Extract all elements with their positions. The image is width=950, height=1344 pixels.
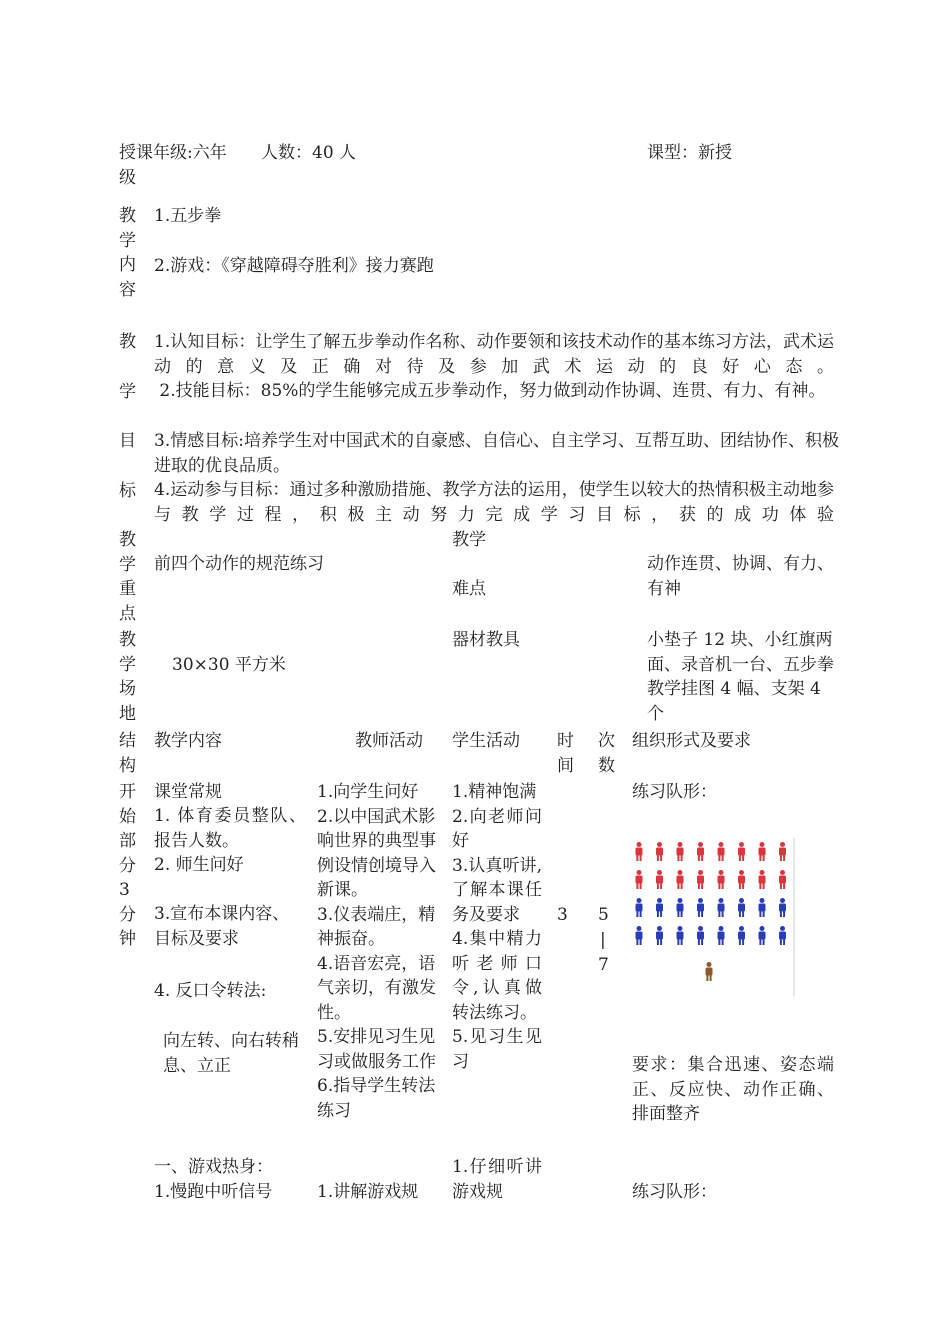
- goals-label-4: 标: [119, 481, 136, 501]
- turn-detail: 向左转、向右转稍息、立正: [163, 1031, 299, 1076]
- col-teacher: 教师活动: [355, 731, 423, 751]
- part1-reps-bottom: 7: [598, 955, 609, 975]
- part1-reps-bar: |: [600, 930, 606, 950]
- venue-label: 教学场地: [119, 630, 136, 724]
- venue-value: 30×30 平方米: [172, 655, 286, 675]
- teacher-activity-3: 3.仪表端庄，精神振奋。: [317, 904, 436, 949]
- lesson-type: 课型：新授: [647, 143, 732, 163]
- part1-time: 3: [557, 905, 568, 925]
- student-activity-3: 3.认真听讲,了解本课任务及要求: [452, 855, 542, 925]
- student-activities: [452, 780, 542, 1074]
- content-label: 教学内容: [119, 206, 136, 300]
- grade-label: 授课年级:六年: [119, 143, 227, 163]
- student-activity-1: 1.精神饱满: [452, 782, 537, 802]
- grade-label-cont: 级: [119, 168, 136, 188]
- part2-item1: 1.慢跑中听信号: [154, 1182, 273, 1202]
- teacher-activity-5: 5.安排见习生见习或做服务工作: [317, 1027, 436, 1072]
- goal-participation: 4.运动参与目标：通过多种激励措施、教学方法的运用，使学生以较大的热情积极主动地参与教学过程，积极主动努力完成学习目标，获的成功体验: [154, 480, 834, 525]
- equipment-value: 小垫子 12 块、小红旗两面、录音机一台、五步拳教学挂图 4 幅、支架 4 个: [647, 630, 834, 724]
- col-content: 教学内容: [154, 731, 222, 751]
- col-structure: 结构: [119, 731, 136, 776]
- difficulty-label: [452, 528, 492, 614]
- teacher-activities: [317, 780, 439, 1123]
- student-activity-2: 2.向老师问好: [452, 806, 542, 851]
- part1-reps-top: 5: [598, 905, 609, 925]
- routine-title: 课堂常规: [154, 782, 222, 802]
- routine-item-2: 2. 师生问好: [154, 855, 244, 875]
- key-points-label: 教学重点: [119, 530, 136, 624]
- teacher-activity-2: 2.以中国武术影响世界的典型事例设情创境导入新课。: [317, 806, 436, 900]
- col-org: 组织形式及要求: [632, 731, 751, 751]
- content-item-1: 1.五步拳: [154, 206, 222, 226]
- part1-structure: 开始部分3分钟: [119, 782, 136, 949]
- goals-label-3: 目: [119, 431, 136, 451]
- difficulty-label-text: 教学难点: [452, 530, 486, 599]
- equipment-label: 器材教具: [452, 630, 520, 650]
- teacher-activity-4: 4.语音宏亮，语气亲切，有激发性。: [317, 953, 436, 1023]
- turn-title: 4. 反口令转法:: [154, 981, 267, 1001]
- part2-student1: 1.仔细听讲游戏规: [452, 1157, 542, 1202]
- difficulty-value: 动作连贯、协调、有力、有神: [647, 554, 834, 599]
- teacher-activity-6: 6.指导学生转法练习: [317, 1076, 436, 1121]
- goal-skill: 2.技能目标：85%的学生能够完成五步拳动作，努力做到动作协调、连贯、有力、有神。: [154, 381, 826, 401]
- teacher-activity-1: 1.向学生问好: [317, 782, 419, 802]
- part2-org-label: 练习队形：: [632, 1182, 717, 1202]
- col-reps: 次数: [598, 731, 615, 776]
- student-activity-4: 4.集中精力听老师口令,认真做转法练习。: [452, 929, 542, 1023]
- goals-label-2: 学: [119, 382, 136, 402]
- col-student: 学生活动: [452, 731, 520, 751]
- goals-label-1: 教: [119, 332, 136, 352]
- part2-teacher1: 1.讲解游戏规: [317, 1182, 419, 1202]
- col-time: 时间: [557, 731, 574, 776]
- content-item-2: 2.游戏：《穿越障碍夺胜利》接力赛跑: [154, 256, 434, 276]
- part2-title: 一、游戏热身：: [154, 1157, 273, 1177]
- org-requirement: 要求：集合迅速、姿态端正、反应快、动作正确、排面整齐: [632, 1055, 834, 1124]
- goal-cognitive: 1.认知目标：让学生了解五步拳动作名称、动作要领和该技术动作的基本练习方法，武术运动的意义及正确对待及参加武术运动的良好心态。: [154, 332, 834, 377]
- student-count: 人数：40 人: [261, 143, 357, 163]
- goal-emotion: 3.情感目标:培养学生对中国武术的自豪感、自信心、自主学习、互帮互助、团结协作、积极进取的优良品质。: [154, 431, 839, 476]
- formation-diagram: [631, 838, 796, 996]
- org-label: 练习队形：: [632, 782, 717, 802]
- student-activity-5: 5.见习生见习: [452, 1027, 542, 1072]
- key-points-value: 前四个动作的规范练习: [154, 554, 324, 574]
- routine-item-1: 1. 体育委员整队、报告人数。: [154, 806, 306, 851]
- announce: 3.宣布本课内容、目标及要求: [154, 904, 290, 949]
